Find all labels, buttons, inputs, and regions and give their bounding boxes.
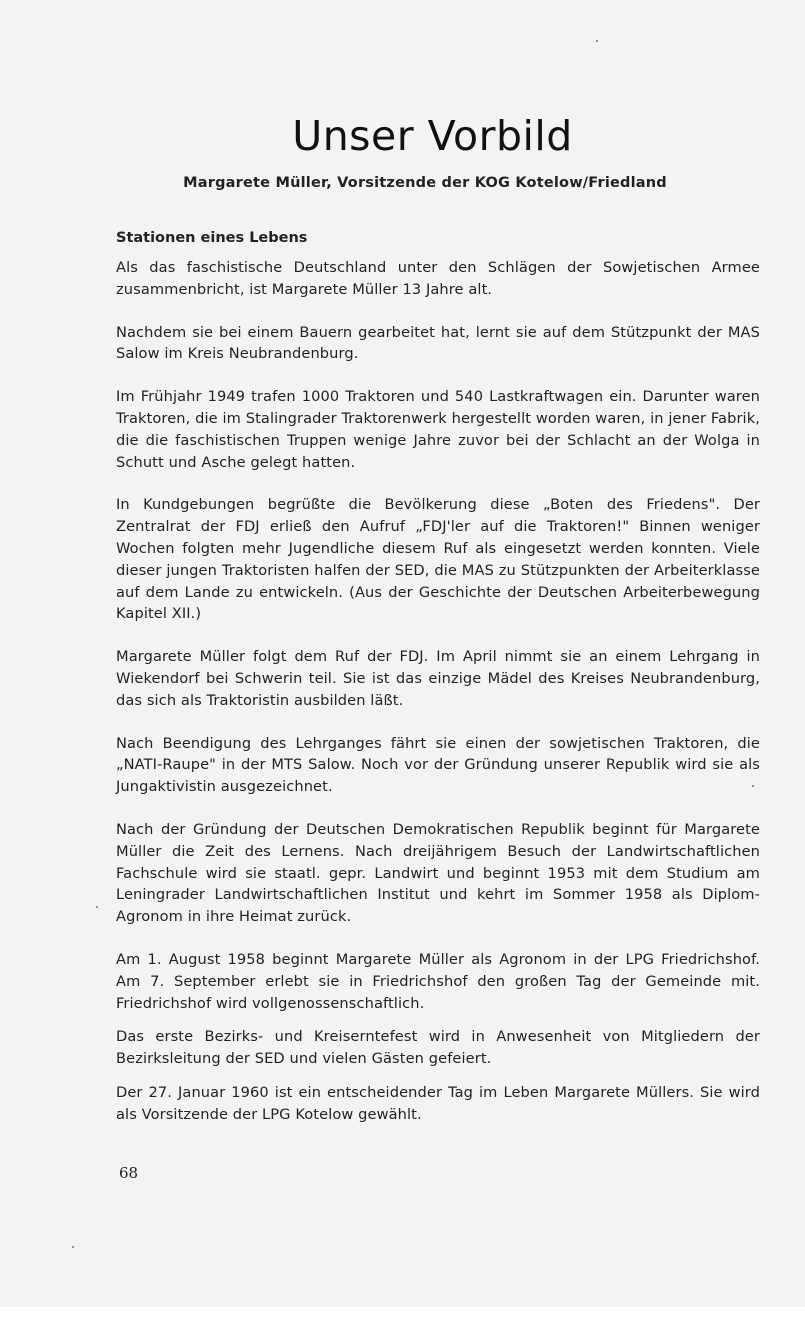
paper-speck <box>752 785 754 787</box>
paragraph: Das erste Bezirks- und Kreiserntefest wird in Anwesenheit von Mitgliedern der Bezirksleitung der SED und vielen Gästen gefeiert. <box>116 1028 760 1068</box>
page-number: 68 <box>119 1164 139 1182</box>
body-text <box>116 257 760 1147</box>
paper-speck <box>72 1246 74 1248</box>
paper-speck <box>96 906 98 908</box>
paragraph: Der 27. Januar 1960 ist ein entscheidender Tag im Leben Margarete Müllers. Sie wird als Vorsitzende der LPG Kotelow gewählt. <box>116 1083 760 1123</box>
page-subtitle: Margarete Müller, Vorsitzende der KOG Kotelow/Friedland <box>183 175 667 191</box>
page-title: Unser Vorbild <box>292 112 573 160</box>
paragraph: Am 1. August 1958 beginnt Margarete Müller als Agronom in der LPG Friedrichshof. Am 7. September erlebt sie in Friedrichshof den großen Tag der Gemeinde mit. Friedrichshof wird vollgenossenschaftlich. <box>116 950 760 1012</box>
paragraph: Als das faschistische Deutschland unter den Schlägen der Sowjetischen Armee zusammenbricht, ist Margarete Müller 13 Jahre alt. <box>116 259 760 298</box>
paragraph: Margarete Müller folgt dem Ruf der FDJ. Im April nimmt sie an einem Lehrgang in Wiekendorf bei Schwerin teil. Sie ist das einzige Mädel des Kreises Neubrandenburg, das sich als Traktoristin ausbilden läßt. <box>116 648 760 709</box>
paragraph: Im Frühjahr 1949 trafen 1000 Traktoren und 540 Lastkraftwagen ein. Darunter waren Traktoren, die im Stalingrader Traktorenwerk hergestellt worden waren, in jener Fabrik, die die faschistischen Truppen wenige Jahre zuvor bei der Schlacht an der Wolga in Schutt und Asche gelegt hatten. <box>116 388 760 471</box>
section-heading: Stationen eines Lebens <box>116 230 308 246</box>
paragraph: Nachdem sie bei einem Bauern gearbeitet hat, lernt sie auf dem Stützpunkt der MAS Salow im Kreis Neubrandenburg. <box>116 323 760 363</box>
paragraph: In Kundgebungen begrüßte die Bevölkerung diese „Boten des Friedens". Der Zentralrat der FDJ erließ den Aufruf „FDJ'ler auf die Traktoren!" Binnen weniger Wochen folgten mehr Jugendliche diesem Ruf als eingesetzt werden konnten. Viele dieser jungen Traktoristen halfen der SED, die MAS zu Stützpunkten der Arbeiterklasse auf dem Lande zu entwickeln. (Aus der Geschichte der Deutschen Arbeiterbewegung Kapitel XII.) <box>116 496 760 623</box>
paragraph: Nach der Gründung der Deutschen Demokratischen Republik beginnt für Margarete Müller die Zeit des Lernens. Nach dreijährigem Besuch der Landwirtschaftlichen Fachschule wird sie staatl. gepr. Landwirt und beginnt 1953 mit dem Studium am Leningrader Landwirtschaftlichen Institut und kehrt im Sommer 1958 als Diplom-Agronom in ihre Heimat zurück. <box>116 820 760 926</box>
paragraph: Nach Beendigung des Lehrganges fährt sie einen der sowjetischen Traktoren, die „NATI-Raupe" in der MTS Salow. Noch vor der Gründung unserer Republik wird sie als Jungaktivistin ausgezeichnet. <box>116 734 760 796</box>
paper-speck <box>596 40 598 42</box>
